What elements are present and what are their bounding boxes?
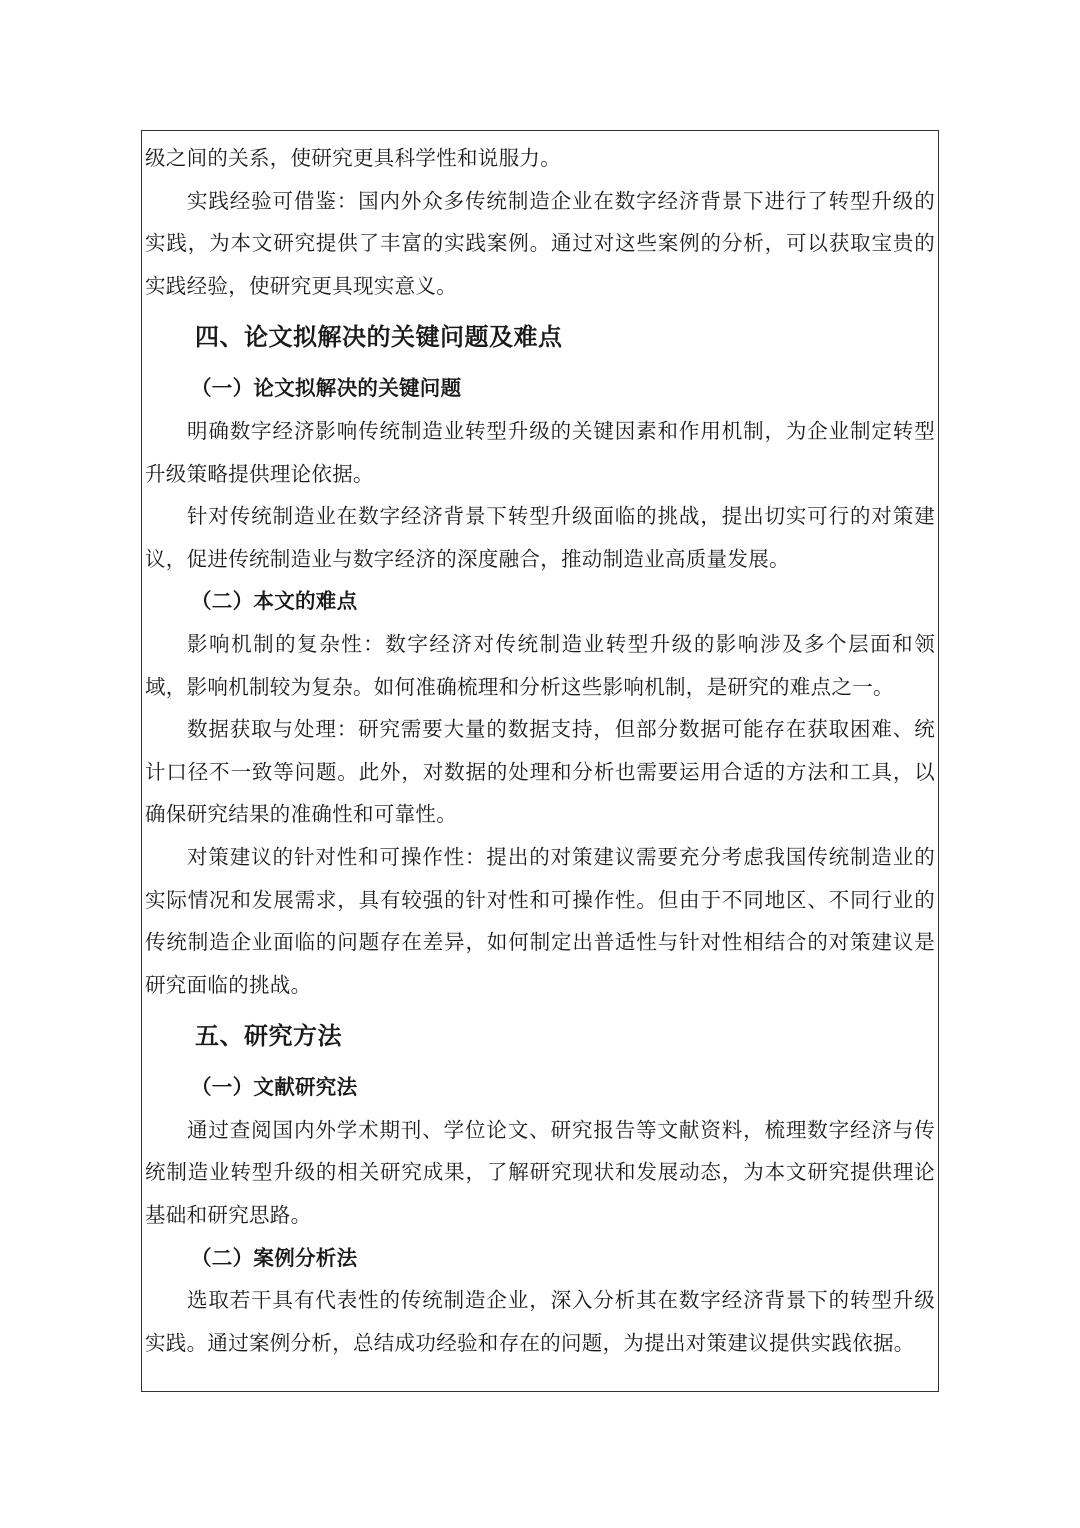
- paragraph: 数据获取与处理：研究需要大量的数据支持，但部分数据可能存在获取困难、统计口径不一致等问题。此外，对数据的处理和分析也需要运用合适的方法和工具，以确保研究结果的准确性和可靠性。: [145, 717, 935, 827]
- paragraph: 影响机制的复杂性：数字经济对传统制造业转型升级的影响涉及多个层面和领域，影响机制较为复杂。如何准确梳理和分析这些影响机制，是研究的难点之一。: [145, 631, 935, 699]
- subsection-heading: （一）论文拟解决的关键问题: [191, 376, 462, 401]
- section-heading: 四、论文拟解决的关键问题及难点: [195, 322, 563, 352]
- section-heading: 五、研究方法: [195, 1021, 342, 1051]
- paragraph: 选取若干具有代表性的传统制造企业，深入分析其在数字经济背景下的转型升级实践。通过案例分析，总结成功经验和存在的问题，为提出对策建议提供实践依据。: [145, 1288, 935, 1355]
- subsection-heading: （二）本文的难点: [191, 589, 358, 614]
- subsection-heading: （一）文献研究法: [191, 1075, 358, 1100]
- paragraph: 明确数字经济影响传统制造业转型升级的关键因素和作用机制，为企业制定转型升级策略提供理论依据。: [145, 418, 935, 486]
- subsection-heading: （二）案例分析法: [191, 1245, 358, 1270]
- document-frame: [141, 130, 939, 1392]
- paragraph: 针对传统制造业在数字经济背景下转型升级面临的挑战，提出切实可行的对策建议，促进传统制造业与数字经济的深度融合，推动制造业高质量发展。: [145, 504, 935, 571]
- paragraph: 实践经验可借鉴：国内外众多传统制造企业在数字经济背景下进行了转型升级的实践，为本文研究提供了丰富的实践案例。通过对这些案例的分析，可以获取宝贵的实践经验，使研究更具现实意义。: [145, 188, 935, 298]
- paragraph: 对策建议的针对性和可操作性：提出的对策建议需要充分考虑我国传统制造业的实际情况和发展需求，具有较强的针对性和可操作性。但由于不同地区、不同行业的传统制造企业面临的问题存在差异，如何制定出普适性与针对性相结合的对策建议是研究面临的挑战。: [145, 844, 935, 997]
- paragraph: 通过查阅国内外学术期刊、学位论文、研究报告等文献资料，梳理数字经济与传统制造业转型升级的相关研究成果，了解研究现状和发展动态，为本文研究提供理论基础和研究思路。: [145, 1117, 935, 1228]
- paragraph: 级之间的关系，使研究更具科学性和说服力。: [145, 146, 561, 170]
